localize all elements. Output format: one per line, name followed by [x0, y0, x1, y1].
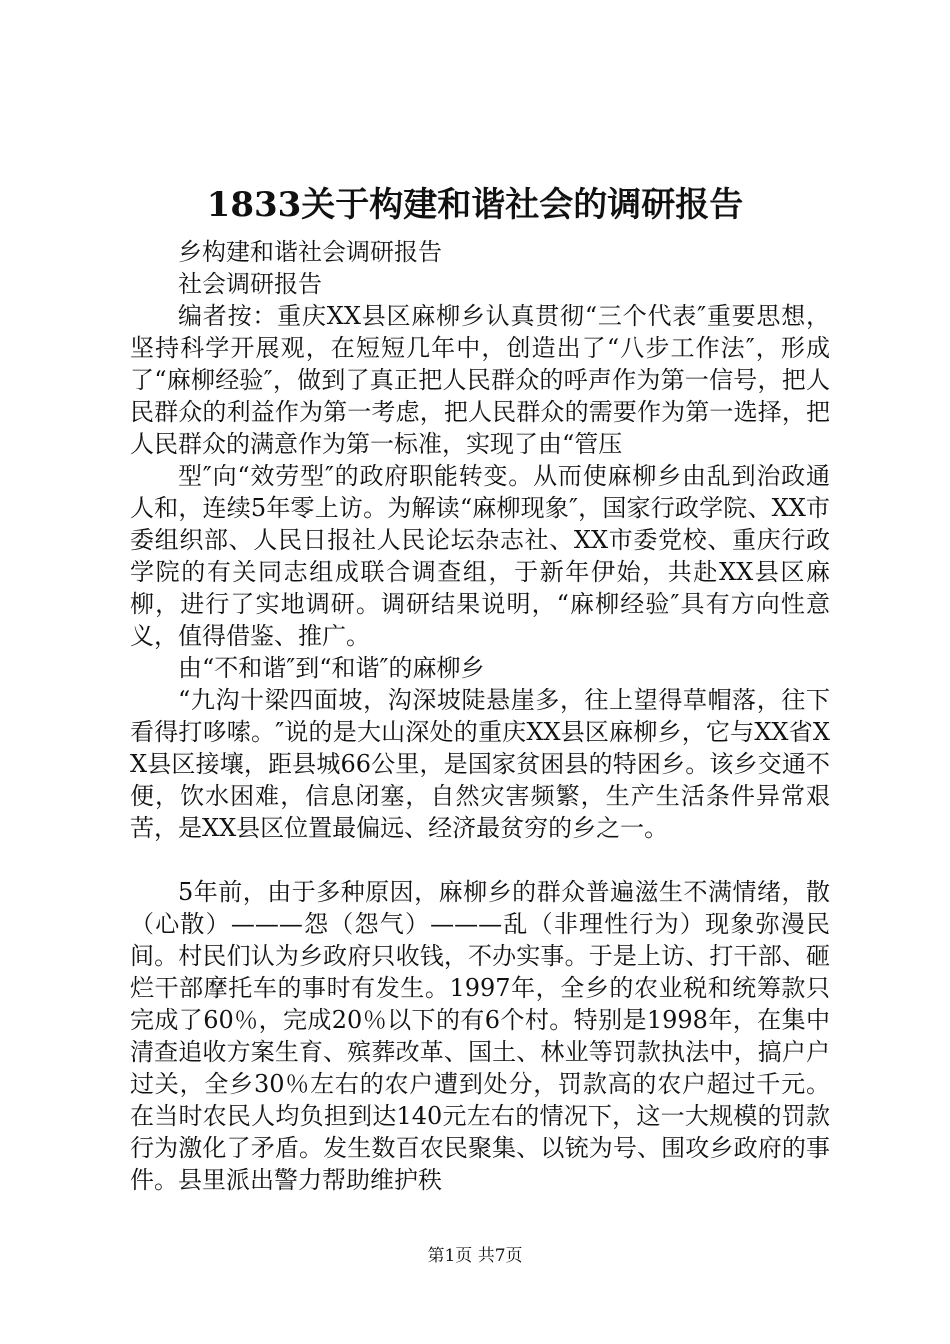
paragraph-editor-note: 编者按：重庆XX县区麻柳乡认真贯彻“三个代表″重要思想，坚持科学开展观，在短短几年中，创造出了“八步工作法″，形成了“麻柳经验″，做到了真正把人民群众的呼声作为第一信号，把人民群众的利益作为第一考虑，把人民群众的需要作为第一选择，把人民群众的满意作为第一标准，实现了由“管压 — [130, 302, 830, 458]
paragraph-subtitle-1: 乡构建和谐社会调研报告 — [178, 238, 442, 266]
document-title: 1833关于构建和谐社会的调研报告 — [206, 185, 744, 225]
paragraph-history: 5年前，由于多种原因，麻柳乡的群众普遍滋生不满情绪，散（心散）———怨（怨气）———乱（非理性行为）现象弥漫民间。村民们认为乡政府只收钱，不办实事。于是上访、打干部、砸烂干部摩托车的事时有发生。1997年，全乡的农业税和统筹款只完成了60％，完成20％以下的有6个村。特别是1998年，在集中清查追收方案生育、殡葬改革、国土、林业等罚款执法中，搞户户过关，全乡30％左右的农户遭到处分，罚款高的农户超过千元。在当时农民人均负担到达140元左右的情况下，这一大规模的罚款行为激化了矛盾。发生数百农民聚集、以铳为号、围攻乡政府的事件。县里派出警力帮助维护秩 — [130, 878, 830, 1194]
paragraph-description: “九沟十梁四面坡，沟深坡陡悬崖多，往上望得草帽落，往下看得打哆嗦。″说的是大山深处的重庆XX县区麻柳乡，它与XX省XX县区接壤，距县城66公里，是国家贫困县的特困乡。该乡交通不便，饮水困难，信息闭塞，自然灾害频繁，生产生活条件异常艰苦，是XX县区位置最偏远、经济最贫穷的乡之一。 — [130, 686, 830, 842]
document-body — [130, 236, 830, 1196]
paragraph-section-heading: 由“不和谐″到“和谐″的麻柳乡 — [178, 654, 485, 682]
page-footer: 第1页 共7页 — [427, 1246, 523, 1266]
paragraph-continuation: 型″向“效劳型″的政府职能转变。从而使麻柳乡由乱到治政通人和，连续5年零上访。为解读“麻柳现象″，国家行政学院、XX市委组织部、人民日报社人民论坛杂志社、XX市委党校、重庆行政学院的有关同志组成联合调查组，于新年伊始，共赴XX县区麻柳，进行了实地调研。调研结果说明，“麻柳经验″具有方向性意义，值得借鉴、推广。 — [130, 462, 830, 650]
paragraph-subtitle-2: 社会调研报告 — [178, 270, 322, 298]
